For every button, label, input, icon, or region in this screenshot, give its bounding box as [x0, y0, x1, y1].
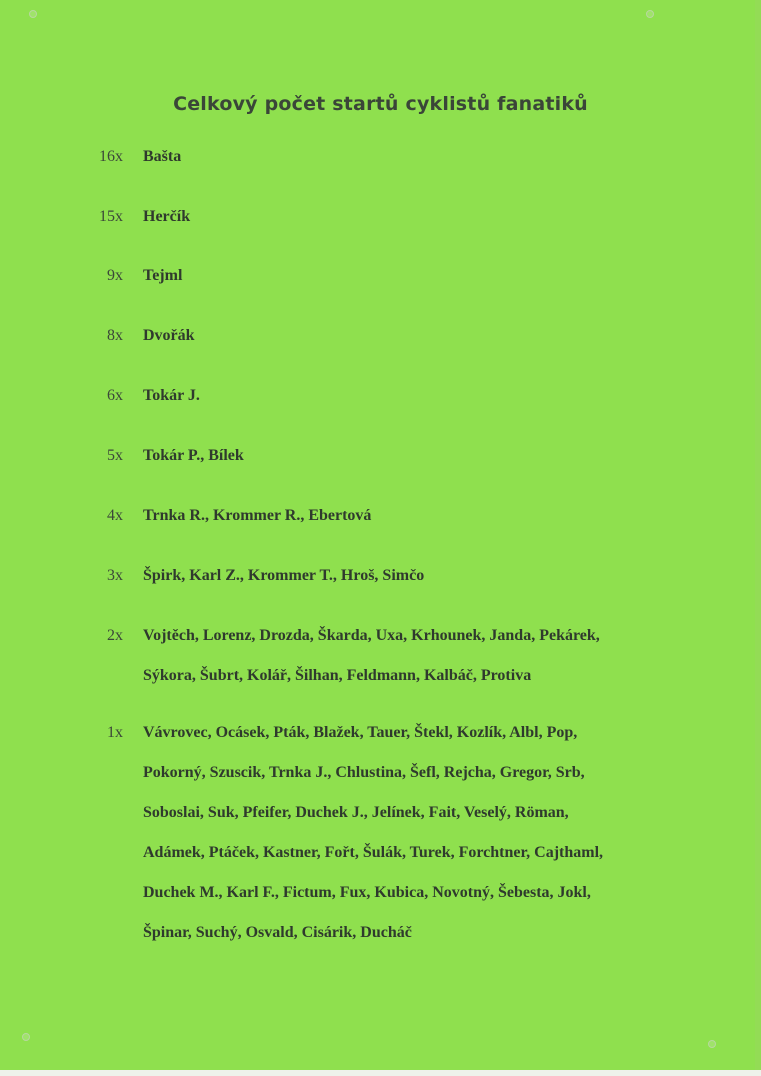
page-title: Celkový počet startů cyklistů fanatiků — [173, 93, 588, 115]
start-count: 9x — [107, 267, 123, 284]
rider-names — [143, 724, 733, 964]
rider-names — [143, 627, 733, 707]
rider-names — [143, 507, 733, 547]
rider-names — [143, 327, 733, 367]
names-line: Vojtěch, Lorenz, Drozda, Škarda, Uxa, Krhounek, Janda, Pekárek, — [143, 627, 600, 644]
start-count: 15x — [99, 208, 123, 225]
start-count: 8x — [107, 327, 123, 344]
names-line: Adámek, Ptáček, Kastner, Fořt, Šulák, Turek, Forchtner, Cajthaml, — [143, 844, 604, 861]
names-line: Špirk, Karl Z., Krommer T., Hroš, Simčo — [143, 567, 425, 584]
names-line: Špinar, Suchý, Osvald, Cisárik, Ducháč — [143, 924, 412, 941]
names-line: Trnka R., Krommer R., Ebertová — [143, 507, 372, 524]
start-count: 5x — [107, 447, 123, 464]
names-line: Tokár P., Bílek — [143, 447, 244, 464]
start-count: 1x — [107, 724, 123, 741]
start-count: 2x — [107, 627, 123, 644]
start-count: 6x — [107, 387, 123, 404]
names-line: Vávrovec, Ocásek, Pták, Blažek, Tauer, Štekl, Kozlík, Albl, Pop, — [143, 724, 578, 741]
punch-hole — [708, 1040, 716, 1048]
names-line: Herčík — [143, 208, 191, 225]
rider-names — [143, 447, 733, 487]
names-line: Dvořák — [143, 327, 195, 344]
page-edge — [0, 1070, 761, 1076]
rider-names — [143, 567, 733, 607]
names-line: Pokorný, Szuscik, Trnka J., Chlustina, Šefl, Rejcha, Gregor, Srb, — [143, 764, 585, 781]
names-line: Tejml — [143, 267, 183, 284]
start-count: 16x — [99, 148, 123, 165]
punch-hole — [646, 10, 654, 18]
names-line: Bašta — [143, 148, 182, 165]
names-line: Soboslai, Suk, Pfeifer, Duchek J., Jelínek, Fait, Veselý, Röman, — [143, 804, 569, 821]
names-line: Tokár J. — [143, 387, 200, 404]
rider-names — [143, 387, 733, 427]
rider-names — [143, 208, 733, 248]
start-count: 4x — [107, 507, 123, 524]
punch-hole — [29, 10, 37, 18]
punch-hole — [22, 1033, 30, 1041]
rider-names — [143, 148, 733, 188]
start-count: 3x — [107, 567, 123, 584]
page-edge — [755, 0, 761, 1076]
names-line: Duchek M., Karl F., Fictum, Fux, Kubica, Novotný, Šebesta, Jokl, — [143, 884, 591, 901]
rider-names — [143, 267, 733, 307]
names-line: Sýkora, Šubrt, Kolář, Šilhan, Feldmann, Kalbáč, Protiva — [143, 667, 532, 684]
